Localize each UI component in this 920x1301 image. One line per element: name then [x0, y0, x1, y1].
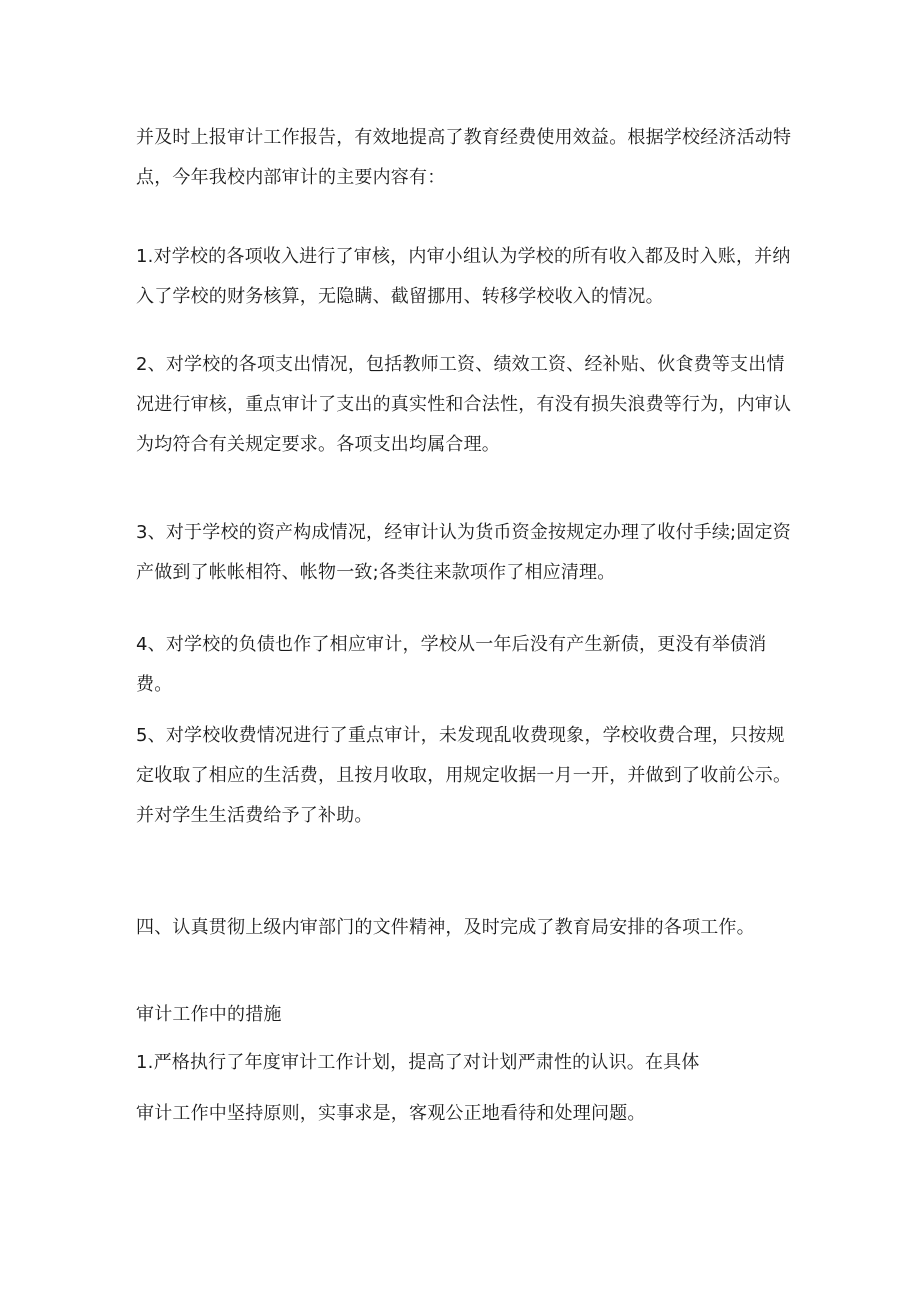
paragraph-section-four: 四、认真贯彻上级内审部门的文件精神，及时完成了教育局安排的各项工作。	[136, 917, 755, 938]
section-heading-measures: 审计工作中的措施	[136, 1004, 282, 1025]
paragraph-audit-report: 并及时上报审计工作报告，有效地提高了教育经费使用效益。根据学校经济活动特点，今年我校内部审计的主要内容有：	[136, 127, 792, 188]
paragraph-measure-one-line2: 审计工作中坚持原则，实事求是，客观公正地看待和处理问题。	[136, 1103, 646, 1124]
paragraph-liabilities-review: 4、对学校的负债也作了相应审计，学校从一年后没有产生新债，更没有举债消费。	[136, 634, 767, 695]
paragraph-expenditure-review: 2、对学校的各项支出情况，包括教师工资、绩效工资、经补贴、伙食费等支出情况进行审核，重点审计了支出的真实性和合法性，有没有损失浪费等行为，内审认为均符合有关规定要求。各项支出均属合理。	[136, 354, 792, 455]
paragraph-assets-review: 3、对于学校的资产构成情况，经审计认为货币资金按规定办理了收付手续;固定资产做到了帐帐相符、帐物一致;各类往来款项作了相应清理。	[136, 522, 791, 583]
paragraph-fees-review: 5、对学校收费情况进行了重点审计，未发现乱收费现象，学校收费合理，只按规定收取了相应的生活费，且按月收取，用规定收据一月一开，并做到了收前公示。并对学生生活费给予了补助。	[136, 725, 792, 826]
paragraph-income-review: 1.对学校的各项收入进行了审核，内审小组认为学校的所有收入都及时入账，并纳入了学校的财务核算，无隐瞒、截留挪用、转移学校收入的情况。	[136, 246, 791, 307]
paragraph-measure-one-line1: 1.严格执行了年度审计工作计划，提高了对计划严肃性的认识。在具体	[136, 1052, 700, 1073]
